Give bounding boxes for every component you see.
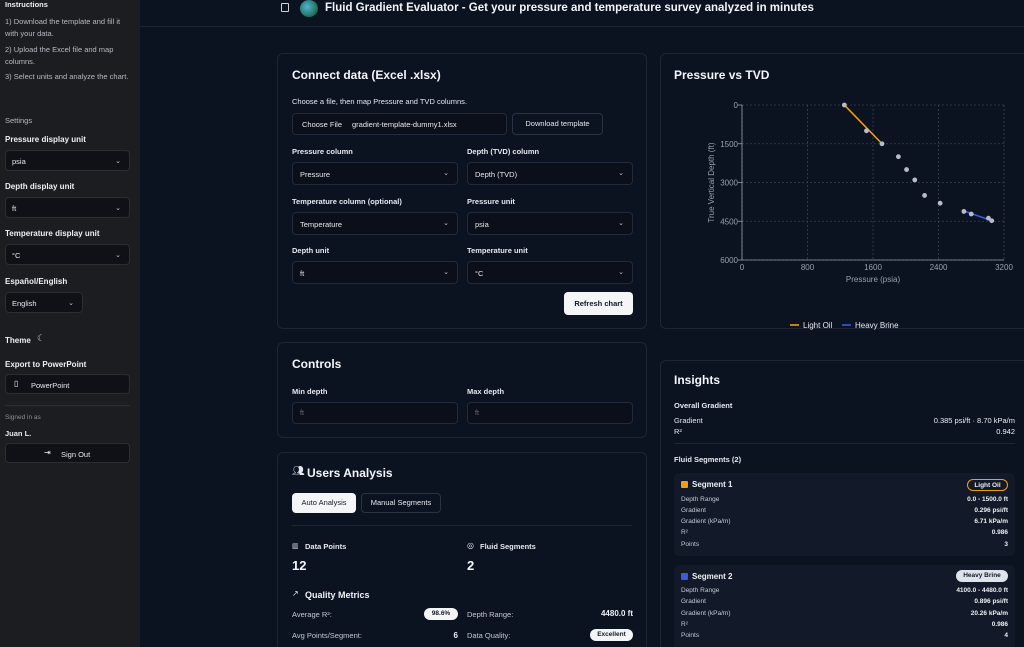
depth-unit-label: Depth display unit xyxy=(5,182,75,191)
app-title: Fluid Gradient Evaluator - Get your pressure and temperature survey analyzed in minutes xyxy=(325,2,814,14)
quality-metrics-title: Quality Metrics xyxy=(305,590,370,600)
max-depth-label: Max depth xyxy=(467,387,505,396)
data-point xyxy=(922,193,927,198)
file-input[interactable] xyxy=(292,113,507,135)
instruction-step-3: 3) Select units and analyze the chart. xyxy=(5,72,129,81)
sign-out-label: Sign Out xyxy=(61,450,91,459)
data-point xyxy=(842,103,847,108)
chart-title: Pressure vs TVD xyxy=(674,68,770,82)
language-value: English xyxy=(12,299,37,308)
y-tick-label: 6000 xyxy=(720,256,738,265)
segment-1-depth-value: 0.0 - 1500.0 ft xyxy=(967,496,1008,503)
segment-1-gradient-value: 0.296 psi/ft xyxy=(974,507,1008,514)
avg-points-label: Avg Points/Segment: xyxy=(292,631,362,640)
overall-gradient-title: Overall Gradient xyxy=(674,401,733,410)
language-label: Español/English xyxy=(5,277,68,286)
segment-1-kpa-value: 6.71 kPa/m xyxy=(974,518,1008,525)
globe-logo-icon xyxy=(300,0,318,17)
temp-unit-select[interactable] xyxy=(5,244,130,265)
depth-unit-field-label: Depth unit xyxy=(292,246,330,255)
temp-unit-label: Temperature display unit xyxy=(5,229,100,238)
segment-1-depth-label: Depth Range xyxy=(681,496,720,503)
segment-2-kpa-label: Gradient (kPa/m) xyxy=(681,610,731,617)
chevron-down-icon: ⌄ xyxy=(115,158,121,165)
segment-1-kpa-label: Gradient (kPa/m) xyxy=(681,518,731,525)
download-template-button[interactable]: Download template xyxy=(512,113,603,135)
file-icon: ▯ xyxy=(14,379,19,388)
tab-manual-segments[interactable]: Manual Segments xyxy=(361,493,441,513)
temperature-column-value: Temperature xyxy=(300,220,343,229)
export-label: Export to PowerPoint xyxy=(5,360,87,369)
depth-column-value: Depth (TVD) xyxy=(475,170,518,179)
x-axis-label: Pressure (psia) xyxy=(845,275,901,284)
temperature-column-select[interactable] xyxy=(292,212,458,235)
data-point xyxy=(961,209,966,214)
min-depth-input[interactable]: ft xyxy=(292,402,458,424)
depth-unit-field-value: ft xyxy=(300,269,305,278)
segment-2-gradient-value: 0.896 psi/ft xyxy=(974,598,1008,605)
data-point xyxy=(989,218,994,223)
sidebar-toggle-icon[interactable] xyxy=(281,3,289,12)
settings-title: Settings xyxy=(5,116,33,125)
segment-2-name: Segment 2 xyxy=(692,572,733,581)
segment-1-r2-label: R² xyxy=(681,529,688,536)
depth-unit-field-select[interactable] xyxy=(292,261,458,284)
chevron-down-icon: ⌄ xyxy=(115,205,121,212)
user-name: Juan L. xyxy=(5,429,32,438)
segment-2-r2-label: R² xyxy=(681,621,688,628)
tab-auto-analysis[interactable]: Auto Analysis xyxy=(292,493,356,513)
chevron-down-icon: ⌄ xyxy=(443,269,449,276)
insights-title: Insights xyxy=(674,373,721,387)
data-point xyxy=(938,201,943,206)
chevron-down-icon: ⌄ xyxy=(115,252,121,259)
segment-1-points-label: Points xyxy=(681,541,700,548)
powerpoint-button[interactable] xyxy=(5,374,130,394)
segment-2-r2-value: 0.986 xyxy=(991,621,1008,628)
connect-subtitle: Choose a file, then map Pressure and TVD columns. xyxy=(292,97,467,106)
pressure-unit-field-value: psia xyxy=(475,220,489,229)
segment-2-points-value: 4 xyxy=(1004,632,1008,639)
temperature-unit-field-label: Temperature unit xyxy=(467,246,528,255)
chevron-down-icon: ⌄ xyxy=(618,220,624,227)
data-quality-badge: Excellent xyxy=(590,629,633,641)
refresh-chart-button[interactable]: Refresh chart xyxy=(564,292,633,315)
connect-title: Connect data (Excel .xlsx) xyxy=(292,68,441,82)
avg-r2-badge: 98.6% xyxy=(424,608,458,620)
header-divider xyxy=(140,26,1024,27)
segment-1-points-value: 3 xyxy=(1004,541,1008,548)
segment-1-name: Segment 1 xyxy=(692,480,733,489)
segment-2-color-icon xyxy=(681,573,688,580)
sidebar-divider xyxy=(5,405,130,406)
data-point xyxy=(880,141,885,146)
pressure-unit-select[interactable] xyxy=(5,150,130,171)
y-tick-label: 1500 xyxy=(720,139,738,149)
powerpoint-label: PowerPoint xyxy=(31,381,70,390)
y-tick-label: 3000 xyxy=(720,178,738,188)
x-tick-label: 800 xyxy=(800,263,815,272)
legend-label-2: Heavy Brine xyxy=(855,321,899,330)
fluid-segments-title: Fluid Segments (2) xyxy=(674,455,742,464)
choose-file-button[interactable]: Choose File xyxy=(302,120,343,129)
x-tick-label: 0 xyxy=(739,263,745,272)
data-point xyxy=(904,167,909,172)
segment-2-depth-value: 4100.0 - 4480.0 ft xyxy=(956,587,1008,594)
segment-1-gradient-label: Gradient xyxy=(681,507,706,514)
theme-label: Theme xyxy=(5,336,31,345)
chevron-down-icon: ⌄ xyxy=(618,269,624,276)
fluid-segments-value: 2 xyxy=(467,558,475,573)
segment-2-gradient-label: Gradient xyxy=(681,598,706,605)
r2-label: R² xyxy=(674,427,682,436)
depth-column-label: Depth (TVD) column xyxy=(467,147,540,156)
sign-out-icon: ⇥ xyxy=(44,448,51,457)
temperature-unit-field-value: °C xyxy=(475,269,484,278)
chevron-down-icon: ⌄ xyxy=(618,170,624,177)
x-tick-label: 2400 xyxy=(929,263,948,272)
insights-divider xyxy=(674,443,1015,444)
depth-column-select[interactable] xyxy=(467,162,633,185)
data-points-label: Data Points xyxy=(305,542,347,551)
r2-value: 0.942 xyxy=(996,427,1015,436)
instruction-step-1: 1) Download the template and fill it with your data. xyxy=(5,17,121,38)
data-point xyxy=(969,212,974,217)
data-quality-label: Data Quality: xyxy=(467,631,511,640)
file-name: gradient-template-dummy1.xlsx xyxy=(352,120,457,129)
pressure-unit-field-label: Pressure unit xyxy=(467,197,515,206)
temperature-column-label: Temperature column (optional) xyxy=(292,197,402,206)
y-tick-label: 0 xyxy=(733,101,738,110)
chevron-down-icon: ⌄ xyxy=(68,300,74,307)
data-points-value: 12 xyxy=(292,558,307,573)
depth-unit-select[interactable] xyxy=(5,197,130,218)
data-point xyxy=(864,128,869,133)
min-depth-label: Min depth xyxy=(292,387,328,396)
users-analysis-title: Users Analysis xyxy=(307,466,393,480)
depth-range-value: 4480.0 ft xyxy=(600,609,633,618)
pressure-unit-field-select[interactable] xyxy=(467,212,633,235)
y-axis-label: True Vertical Depth (ft) xyxy=(707,142,716,223)
instructions-title: Instructions xyxy=(5,0,48,9)
temperature-unit-field-select[interactable] xyxy=(467,261,633,284)
segment-1-badge: Light Oil xyxy=(967,479,1008,491)
sign-out-button[interactable] xyxy=(5,443,130,463)
sidebar xyxy=(0,0,140,647)
fluid-segments-label: Fluid Segments xyxy=(480,542,536,551)
trending-up-icon: ↗ xyxy=(292,589,299,598)
max-depth-input[interactable]: ft xyxy=(467,402,633,424)
chevron-down-icon: ⌄ xyxy=(443,220,449,227)
gradient-value: 0.385 psi/ft · 8.70 kPa/m xyxy=(933,416,1015,425)
series-line-1 xyxy=(844,105,882,144)
pressure-tvd-chart xyxy=(660,90,1024,340)
target-icon: ◎ xyxy=(467,541,474,550)
data-point xyxy=(912,178,917,183)
gradient-label: Gradient xyxy=(674,416,703,425)
depth-unit-value: ft xyxy=(12,204,17,213)
pressure-column-value: Pressure xyxy=(300,170,331,179)
users-icon: 👥︎ xyxy=(292,466,305,477)
pressure-unit-label: Pressure display unit xyxy=(5,135,86,144)
x-tick-label: 1600 xyxy=(864,263,882,272)
connect-data-panel xyxy=(277,53,647,329)
segment-1-r2-value: 0.986 xyxy=(991,529,1008,536)
theme-toggle-icon[interactable]: ☾ xyxy=(37,333,46,343)
instruction-step-2: 2) Upload the Excel file and map columns. xyxy=(5,45,114,66)
segment-2-badge: Heavy Brine xyxy=(956,570,1008,582)
segment-2-kpa-value: 20.26 kPa/m xyxy=(970,610,1008,617)
controls-title: Controls xyxy=(292,357,342,371)
avg-r2-label: Average R²: xyxy=(292,610,332,619)
signed-in-label: Signed in as xyxy=(5,414,41,421)
segment-1-color-icon xyxy=(681,481,688,488)
temp-unit-value: °C xyxy=(12,251,21,260)
tabs-divider xyxy=(292,525,632,526)
segment-2-points-label: Points xyxy=(681,632,700,639)
segment-2-depth-label: Depth Range xyxy=(681,587,720,594)
language-select[interactable] xyxy=(5,292,83,313)
data-point xyxy=(896,154,901,159)
avg-points-value: 6 xyxy=(453,631,458,640)
y-tick-label: 4500 xyxy=(720,217,738,227)
pressure-column-label: Pressure column xyxy=(292,147,353,156)
pressure-column-select[interactable] xyxy=(292,162,458,185)
depth-range-label: Depth Range: xyxy=(467,610,514,619)
bar-chart-icon: ▥ xyxy=(292,543,299,550)
legend-label-1: Light Oil xyxy=(803,321,833,330)
x-tick-label: 3200 xyxy=(995,263,1013,272)
chevron-down-icon: ⌄ xyxy=(443,170,449,177)
pressure-unit-value: psia xyxy=(12,157,26,166)
